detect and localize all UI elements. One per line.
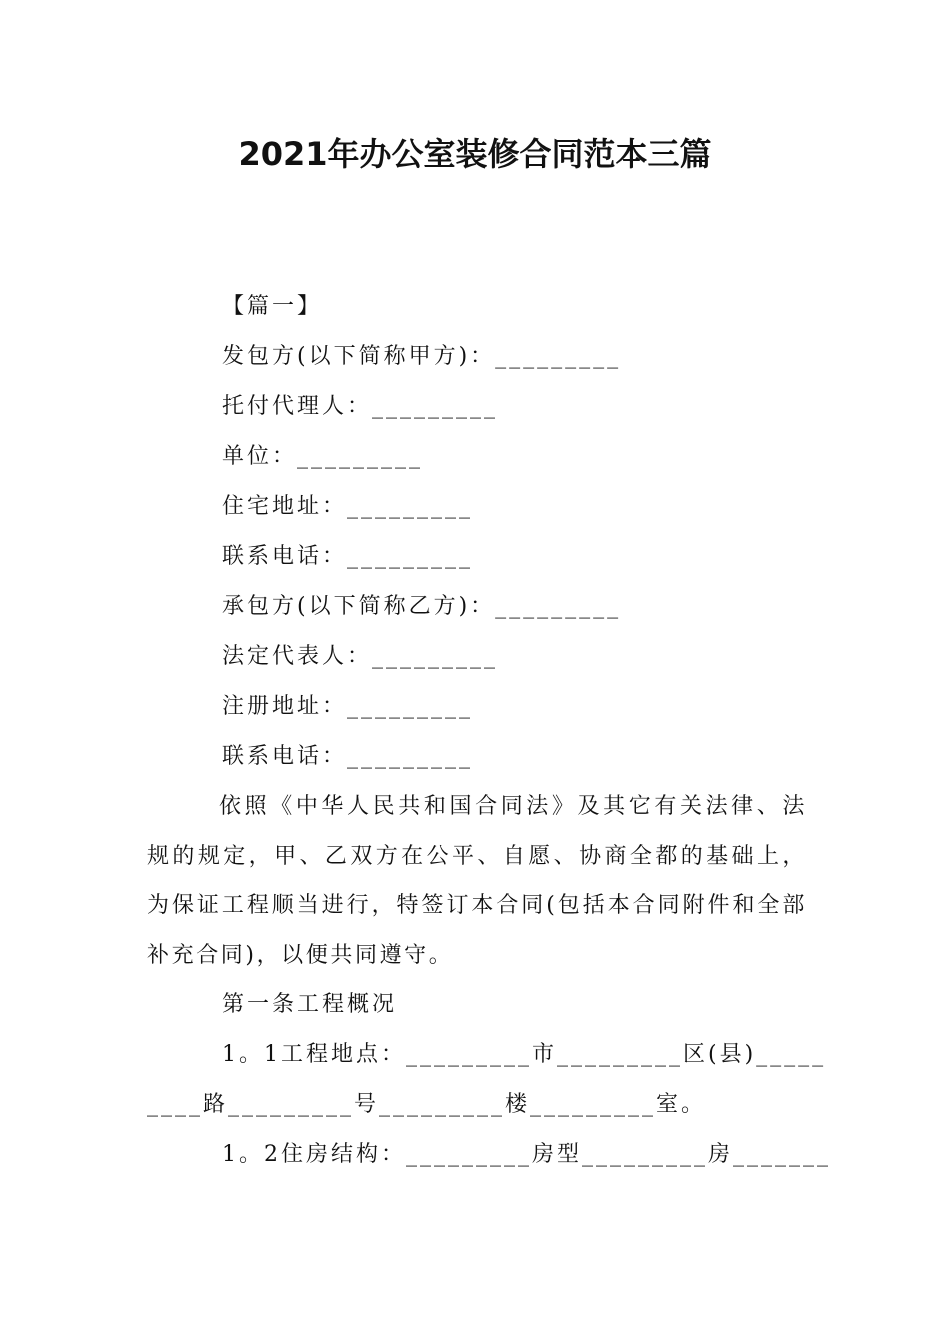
field-registered-address: 注册地址：_________ (222, 694, 474, 719)
field-residence-address: 住宅地址：_________ (222, 494, 474, 519)
field-party-a: 发包方(以下简称甲方)：_________ (222, 344, 622, 369)
field-phone-a: 联系电话：_________ (222, 544, 474, 569)
item-1-1-line-1: 1。1工程地点：_________市_________区(县)_____ (222, 1042, 827, 1067)
article-1-heading: 第一条工程概况 (222, 992, 398, 1017)
item-1-2-line-1: 1。2住房结构：_________房型_________房_______ (222, 1142, 831, 1167)
field-unit: 单位：_________ (222, 444, 424, 469)
field-agent: 托付代理人：_________ (222, 394, 499, 419)
document-title: 2021年办公室装修合同范本三篇 (238, 135, 712, 173)
section-label: 【篇一】 (222, 294, 323, 319)
item-1-1-line-2: ____路_________号_________楼_________室。 (147, 1092, 707, 1117)
intro-paragraph: 依照《中华人民共和国合同法》及其它有关法律、法规的规定，甲、乙双方在公平、自愿、协商全都的基础上，为保证工程顺当进行，特签订本合同(包括本合同附件和全部补充合同)，以便共同遵守。 (147, 794, 807, 968)
field-party-b: 承包方(以下简称乙方)：_________ (222, 594, 622, 619)
field-phone-b: 联系电话：_________ (222, 744, 474, 769)
field-legal-rep: 法定代表人：_________ (222, 644, 499, 669)
